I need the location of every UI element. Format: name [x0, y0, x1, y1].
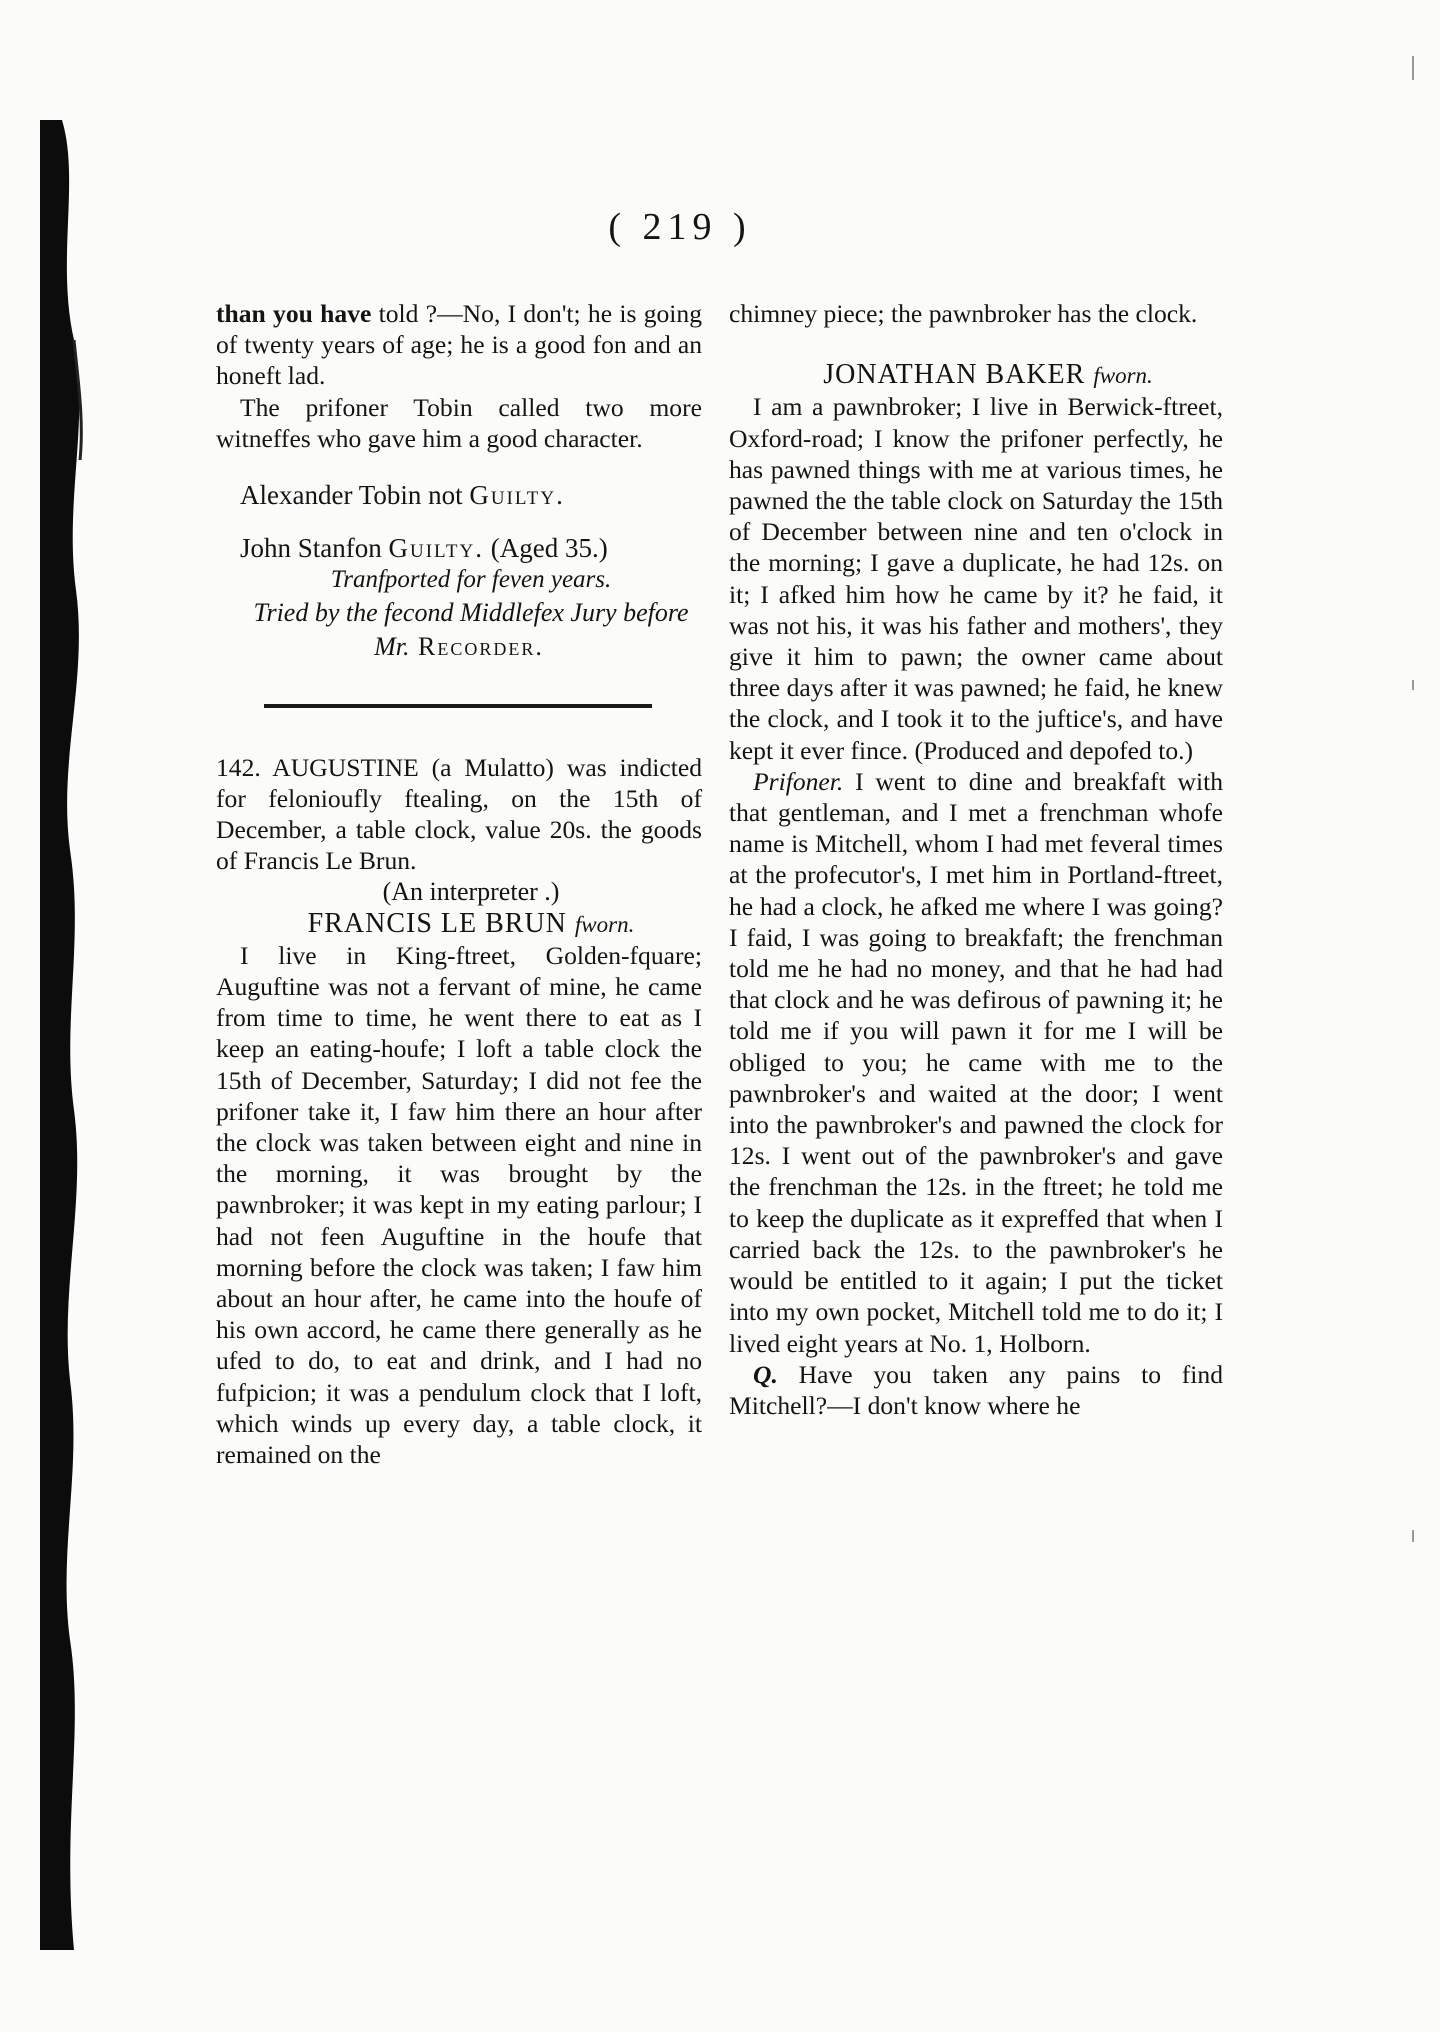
sworn-label: fworn. — [574, 911, 635, 937]
page-number: ( 219 ) — [608, 206, 752, 248]
case-paragraph: 142. AUGUSTINE (a Mulatto) was indicted for felonioufly ftealing, on the 15th of December, a table clock, value 20s. the goods of Francis Le Brun. — [216, 752, 702, 876]
verdict-tobin — [216, 480, 702, 511]
margin-mark — [1412, 56, 1414, 80]
tried-line — [216, 596, 702, 664]
witness-name: FRANCIS LE BRUN — [307, 907, 575, 939]
prisoner-paragraph — [729, 766, 1223, 1359]
testimony-paragraph: I live in King-ftreet, Golden-fquare; Auguftine was not a fervant of mine, he came from time to time, he went there to eat as I keep an eating-houfe; I loft a table clock the 15th of December, Saturday; I did not fee the prifoner take it, I faw him there an hour after the clock was taken between eight and nine in the morning, it was brought by the pawnbroker; it was kept in my eating parlour; I had not feen Auguftine in the houfe that morning before the clock was taken; I faw him about an hour after, he came into the houfe of his own accord, he came there generally as he ufed to do, to eat and drink, and I had no fufpicion; it was a pendulum clock that I loft, which winds up every day, a table clock, it remained on the — [216, 940, 702, 1470]
witness-heading — [216, 908, 702, 940]
tried-text: Tried by the fecond Middlefex Jury before — [253, 597, 689, 627]
verdict-result: Guilty. — [388, 533, 484, 564]
opening-bold-text: than you have — [216, 299, 372, 328]
section-divider — [264, 704, 652, 708]
witness-heading — [729, 359, 1223, 391]
judge-name: Recorder. — [409, 631, 544, 661]
verdict-name: John Stanfon — [240, 533, 389, 564]
opening-text: told ?—No, I don't; he is going of twenty years of age; he is a good fon and an honeft lad. — [216, 299, 702, 391]
opening-paragraph — [216, 298, 702, 392]
continuation-paragraph: chimney piece; the pawnbroker has the clock. — [729, 299, 1198, 328]
witness-name: JONATHAN BAKER — [823, 359, 1094, 391]
testimony-paragraph: I am a pawnbroker; I live in Berwick-ftreet, Oxford-road; I know the prifoner perfectly, he has pawned things with me at various times, he pawned the the table clock on Saturday the 15th of December between nine and ten o'clock in the morning; I gave a duplicate, he had 12s. on it; I afked him how he came by it? he faid, it was not his, it was his father and mothers', they give it him to pawn; the owner came about three days after it was pawned; he faid, he knew the clock, and I took it to the juftice's, and have kept it ever fince. (Produced and depofed to.) — [729, 392, 1223, 765]
question-label: Q. — [753, 1359, 778, 1389]
prisoner-text: I went to dine and breakfaft with that gentleman, and I met a frenchman whofe name is Mitchell, whom I had met feveral times at the profecutor's, I met him in Portland-ftreet, he had a clock, he afked me where I was going? I faid, I was going to breakfaft; the frenchman told me he had no money, and that he had had that clock and he was defirous of pawning it; he told me if you will pawn it for me I will be obliged to you; he came with me to the pawnbroker's and waited at the door; I went into the pawnbroker's and pawned the clock for 12s. I went out of the pawnbroker's and gave the frenchman the 12s. in the ftreet; he told me to keep the duplicate as it expreffed that when I carried back the 12s. to the pawnbroker's he would be entitled to it again; I put the ticket into my own pocket, Mitchell told me to do it; I lived eight years at No. 1, Holborn. — [729, 766, 1223, 1358]
sentence: Tranfported for feven years. — [330, 566, 612, 594]
witness-paragraph: The prifoner Tobin called two more witneffes who gave him a good character. — [216, 392, 702, 453]
question-paragraph — [729, 1359, 1223, 1421]
margin-mark — [1412, 680, 1414, 690]
margin-mark — [1412, 1530, 1414, 1542]
verdict-stanson — [216, 533, 702, 564]
verdict-age: (Aged 35.) — [484, 533, 608, 564]
sworn-label: fworn. — [1093, 363, 1153, 389]
question-text: Have you taken any pains to find Mitchell?—I don't know where he — [729, 1359, 1223, 1420]
left-column — [216, 298, 702, 1470]
interpreter-note: (An interpreter .) — [382, 877, 560, 907]
verdict-result: Guilty. — [469, 480, 565, 511]
verdict-name: Alexander Tobin not — [240, 480, 470, 511]
judge-prefix: Mr. — [374, 631, 410, 661]
right-column — [729, 298, 1223, 1421]
prisoner-label: Prifoner. — [753, 766, 844, 796]
binding-shadow — [40, 120, 108, 1950]
